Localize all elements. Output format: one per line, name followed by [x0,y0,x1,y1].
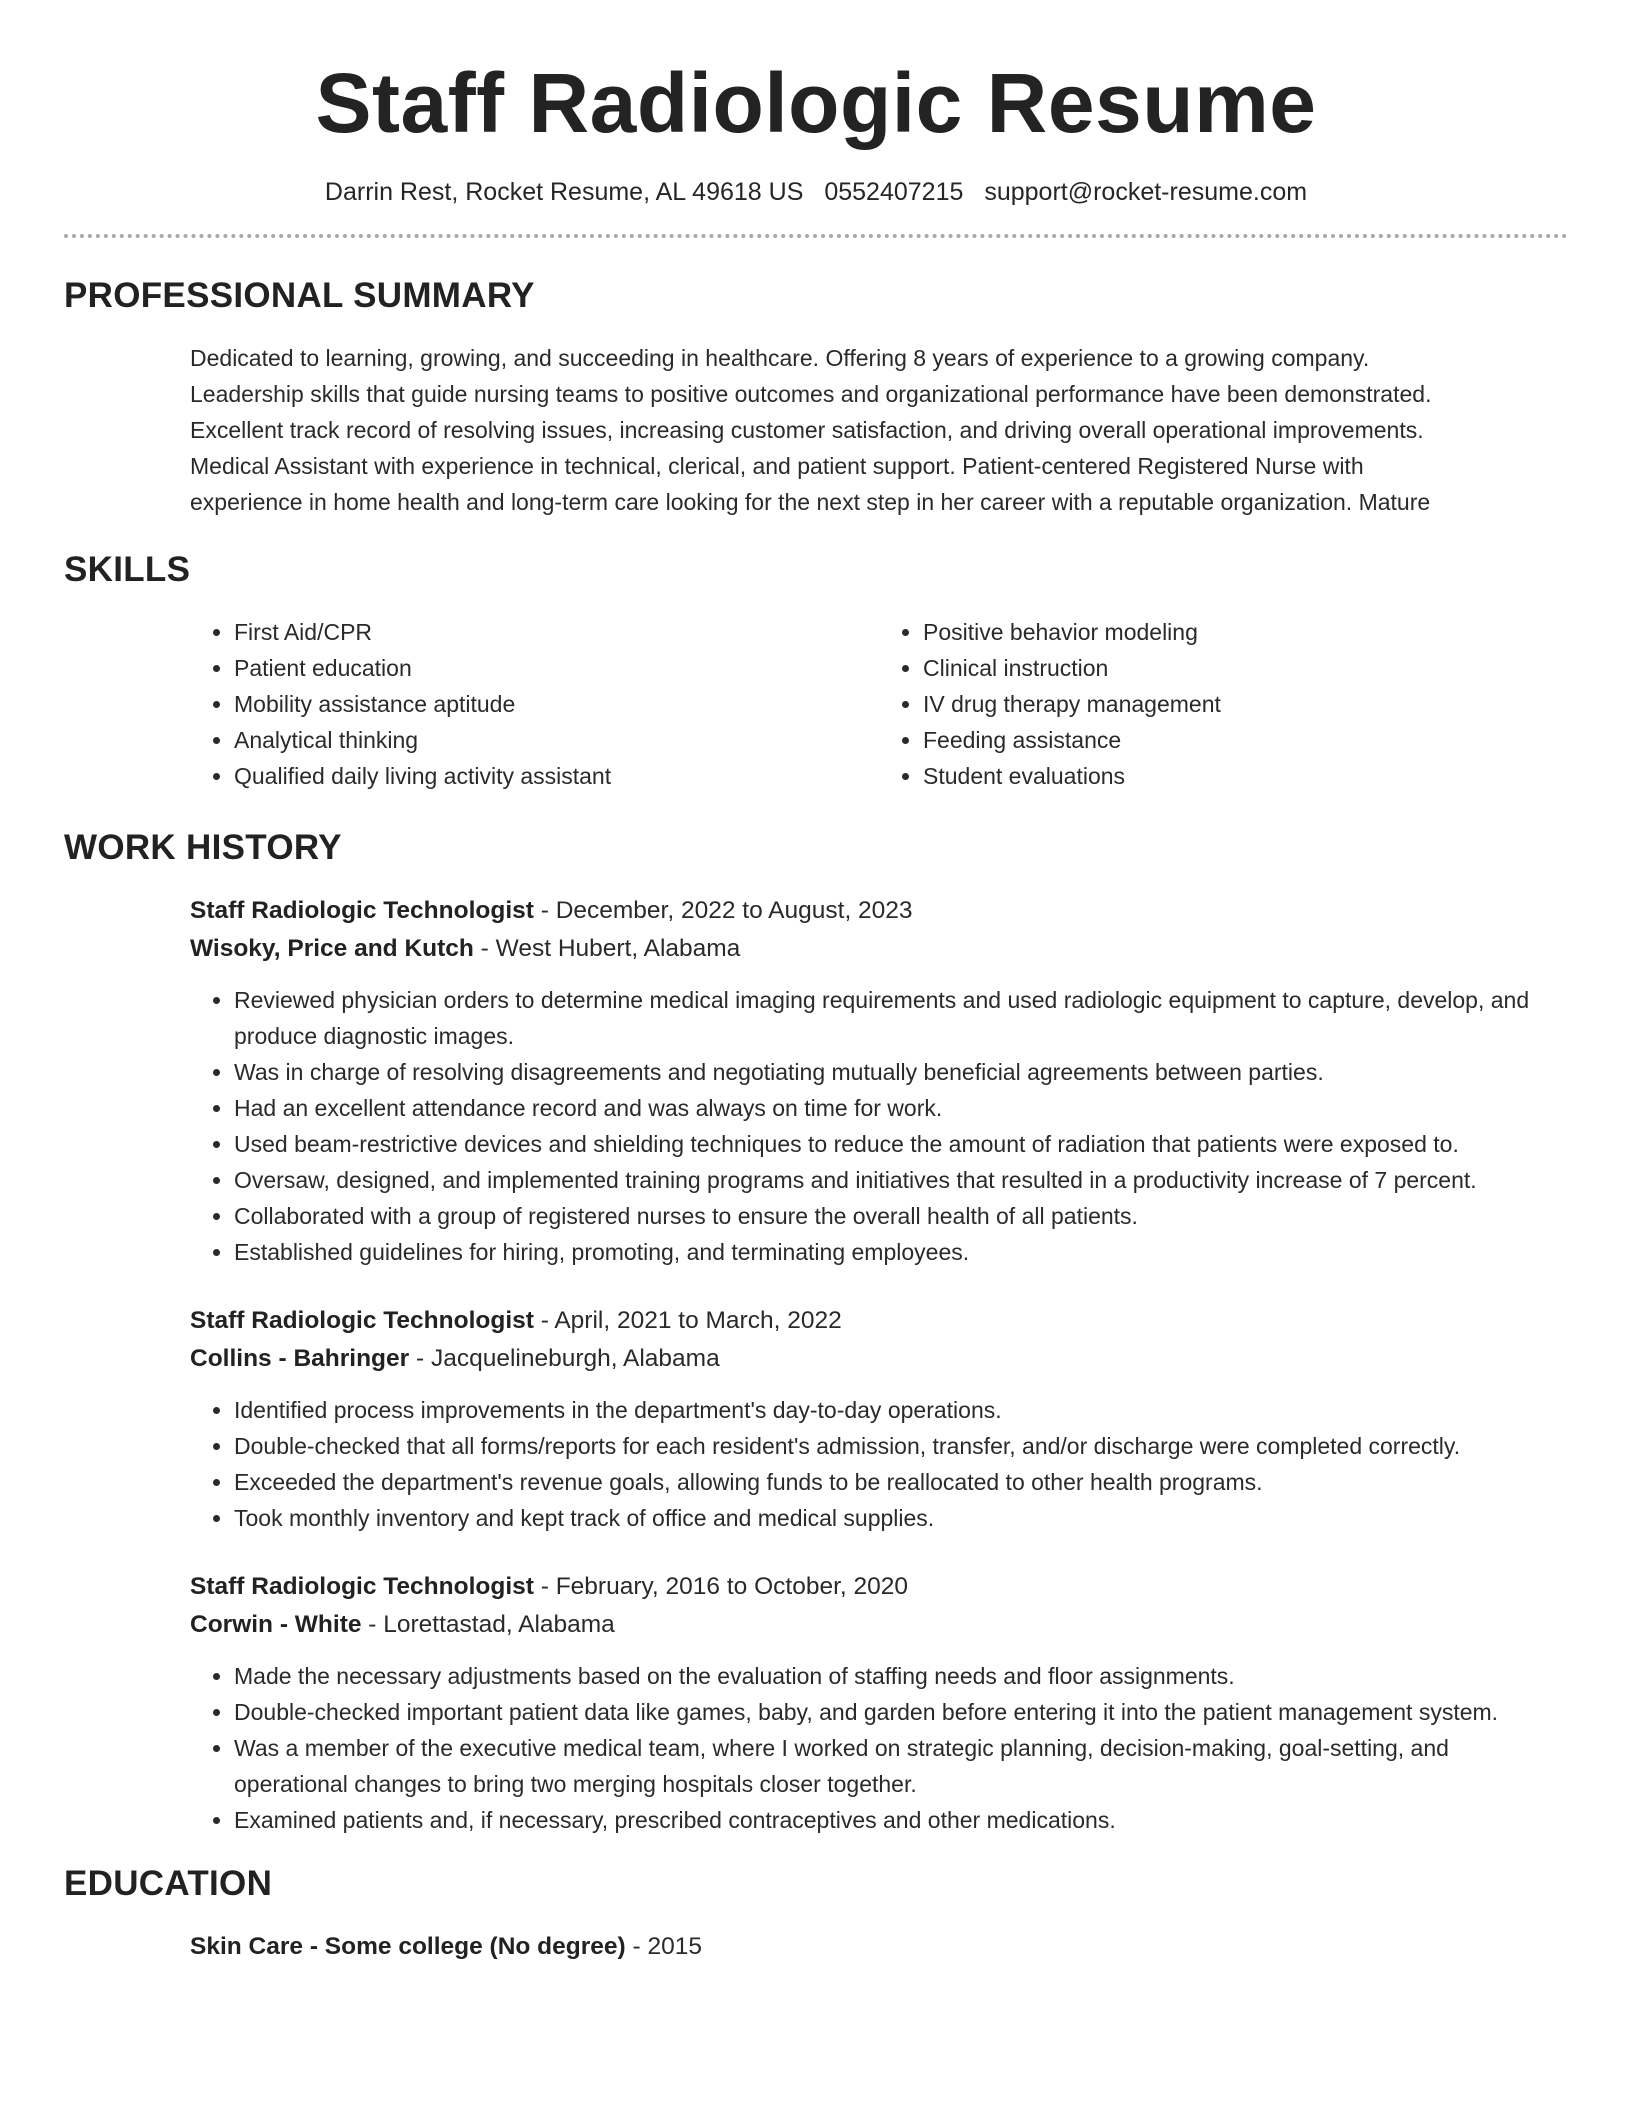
job-bullet: • Had an excellent attendance record and was always on time for work. [234,1090,1568,1126]
skill-item: • Patient education [234,650,879,686]
job-location: - West Hubert, Alabama [473,935,741,962]
summary-line: Leadership skills that guide nursing teams to positive outcomes and organizational performance have been demonstrated. [190,381,1432,407]
summary-line: experience in home health and long-term care looking for the next step in her career with a reputable organization. Mature [190,489,1431,515]
job-bullet: • Used beam-restrictive devices and shielding techniques to reduce the amount of radiation that patients were exposed to. [234,1126,1568,1162]
job-bullet: • Established guidelines for hiring, promoting, and terminating employees. [234,1234,1568,1270]
job-company-line [190,1340,1568,1378]
skills-column-right [879,614,1568,794]
summary-heading: PROFESSIONAL SUMMARY [64,276,535,315]
job-bullet: • Was in charge of resolving disagreements and negotiating mutually beneficial agreements between parties. [234,1054,1568,1090]
job-bullet: • Double-checked important patient data like games, baby, and garden before entering it into the patient management system. [234,1694,1568,1730]
skill-item: • Clinical instruction [923,650,1568,686]
contact-phone: 0552407215 [824,178,964,206]
skills-heading: SKILLS [64,550,191,589]
summary-line: Excellent track record of resolving issues, increasing customer satisfaction, and driving overall operational improvements. [190,417,1424,443]
education-degree: Skin Care - Some college (No degree) [190,1933,626,1960]
skill-item: • Feeding assistance [923,722,1568,758]
job-dates: - February, 2016 to October, 2020 [533,1573,908,1600]
skill-item: • Qualified daily living activity assistant [234,758,879,794]
skill-item: • Analytical thinking [234,722,879,758]
education-year: - 2015 [625,1933,702,1960]
summary-section [64,274,1568,520]
job-entry [190,892,1568,1270]
skills-section [64,548,1568,794]
summary-line: Dedicated to learning, growing, and succeeding in healthcare. Offering 8 years of experience to a growing company. [190,345,1370,371]
job-title: Staff Radiologic Technologist [190,1307,534,1334]
education-section [64,1862,1568,1966]
skill-item: • Positive behavior modeling [923,614,1568,650]
education-heading: EDUCATION [64,1864,273,1903]
contact-line [64,176,1568,208]
job-company: Corwin - White [190,1611,362,1638]
work-history-section [64,826,1568,1838]
skills-column-left [190,614,879,794]
job-bullet: • Exceeded the department's revenue goals, allowing funds to be reallocated to other health programs. [234,1464,1568,1500]
header-divider [64,234,1568,238]
job-entry [190,1302,1568,1536]
job-title: Staff Radiologic Technologist [190,1573,534,1600]
job-title-line [190,892,1568,930]
job-company: Wisoky, Price and Kutch [190,935,474,962]
job-bullet: • Took monthly inventory and kept track of office and medical supplies. [234,1500,1568,1536]
job-bullets [190,982,1568,1270]
skill-item: • First Aid/CPR [234,614,879,650]
education-entry [190,1928,1568,1966]
resume-title: Staff Radiologic Resume [315,56,1317,150]
skill-item: • Mobility assistance aptitude [234,686,879,722]
job-title-line [190,1302,1568,1340]
job-bullet: • Identified process improvements in the department's day-to-day operations. [234,1392,1568,1428]
job-location: - Jacquelineburgh, Alabama [409,1345,720,1372]
summary-text [190,340,1568,520]
job-bullet: • Was a member of the executive medical team, where I worked on strategic planning, decision-making, goal-setting, and operational changes to bring two merging hospitals closer together. [234,1730,1568,1802]
job-title-line [190,1568,1568,1606]
skill-item: • IV drug therapy management [923,686,1568,722]
job-bullet: • Reviewed physician orders to determine medical imaging requirements and used radiologic equipment to capture, develop, and produce diagnostic images. [234,982,1568,1054]
contact-address: Darrin Rest, Rocket Resume, AL 49618 US [324,178,804,206]
job-dates: - April, 2021 to March, 2022 [533,1307,842,1334]
skill-item: • Student evaluations [923,758,1568,794]
job-bullet: • Collaborated with a group of registered nurses to ensure the overall health of all patients. [234,1198,1568,1234]
job-bullet: • Oversaw, designed, and implemented training programs and initiatives that resulted in a productivity increase of 7 percent. [234,1162,1568,1198]
job-entry [190,1568,1568,1838]
job-bullet: • Examined patients and, if necessary, prescribed contraceptives and other medications. [234,1802,1568,1838]
job-bullet: • Double-checked that all forms/reports for each resident's admission, transfer, and/or discharge were completed correctly. [234,1428,1568,1464]
job-bullets [190,1658,1568,1838]
contact-email: support@rocket-resume.com [984,178,1308,206]
job-location: - Lorettastad, Alabama [361,1611,615,1638]
job-company-line [190,930,1568,968]
job-company: Collins - Bahringer [190,1345,410,1372]
job-bullets [190,1392,1568,1536]
job-dates: - December, 2022 to August, 2023 [533,897,913,924]
job-bullet: • Made the necessary adjustments based on the evaluation of staffing needs and floor assignments. [234,1658,1568,1694]
job-company-line [190,1606,1568,1644]
work-history-heading: WORK HISTORY [64,828,342,867]
job-title: Staff Radiologic Technologist [190,897,534,924]
summary-line: Medical Assistant with experience in technical, clerical, and patient support. Patient-centered Registered Nurse with [190,453,1364,479]
skills-grid [190,614,1568,794]
